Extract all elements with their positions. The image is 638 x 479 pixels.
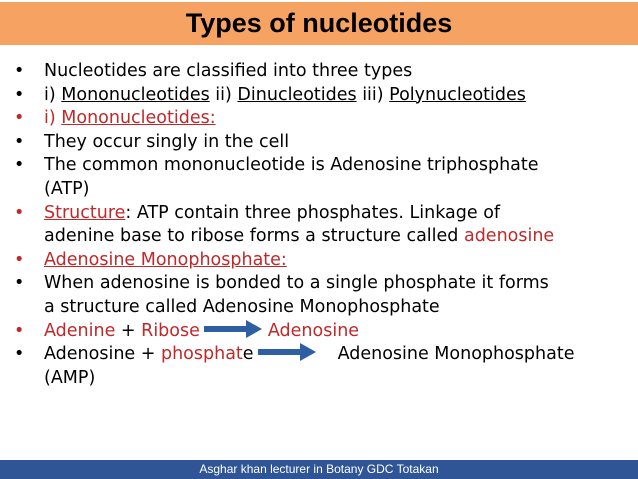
adenosine-term: adenosine [463, 226, 555, 247]
bullet-text: When adenosine is bonded to a single phosphate it forms [44, 273, 549, 294]
list-item [10, 60, 630, 84]
bullet-icon: • [14, 61, 25, 81]
bullet-icon: • [14, 249, 25, 270]
bullet-text: ii) [209, 84, 238, 105]
bullet-text: Adenosine + [44, 344, 161, 365]
adenine-term: Adenine [44, 320, 116, 341]
list-item [10, 320, 630, 344]
bullet-text: (ATP) [44, 178, 90, 199]
amp-heading: Adenosine Monophosphate: [44, 249, 287, 270]
bullet-text: : ATP contain three phosphates. Linkage of [125, 202, 501, 223]
bullet-text: i) [44, 108, 62, 129]
adenosine-result: Adenosine [267, 320, 360, 341]
list-item [10, 154, 630, 201]
bullet-icon: • [14, 84, 25, 105]
bullet-text: The common mononucleotide is Adenosine triphosphate [44, 155, 539, 176]
slide-title: Types of nucleotides [185, 8, 453, 38]
list-item [10, 272, 630, 319]
bullet-text: Nucleotides are classified into three types [44, 61, 413, 81]
polynucleotides-term: Polynucleotides [389, 84, 526, 105]
plus-sign: + [115, 320, 142, 341]
arrow-right-icon [204, 320, 262, 338]
bullet-text: They occur singly in the cell [44, 131, 290, 152]
bullet-icon: • [14, 155, 25, 176]
amp-result: Adenosine Monophosphate [337, 344, 575, 365]
footer-credit: Asghar khan lecturer in Botany GDC Totakan [199, 462, 439, 476]
bullet-list [10, 60, 630, 390]
bullet-icon: • [14, 273, 25, 294]
structure-term: Structure [44, 202, 126, 223]
phosphate-term: phosphat [160, 344, 243, 365]
mononucleotides-term: Mononucleotides [61, 84, 210, 105]
dinucleotides-term: Dinucleotides [237, 84, 357, 105]
bullet-icon: • [14, 131, 25, 152]
ribose-term: Ribose [141, 320, 200, 341]
list-item [10, 84, 630, 108]
list-item [10, 131, 630, 155]
bullet-icon: • [14, 108, 25, 129]
bullet-text: e [242, 344, 254, 365]
list-item [10, 249, 630, 273]
arrow-right-icon [258, 343, 316, 361]
mononucleotides-heading: Mononucleotides: [61, 108, 216, 129]
list-item [10, 202, 630, 249]
bullet-icon: • [14, 320, 25, 341]
list-item [10, 107, 630, 131]
bullet-text: i) [44, 84, 62, 105]
bullet-text: adenine base to ribose forms a structure called [44, 226, 464, 247]
bullet-text: iii) [356, 84, 390, 105]
bullet-text: a structure called Adenosine Monophosphate [44, 296, 440, 317]
bullet-text: (AMP) [44, 367, 96, 388]
bullet-icon: • [14, 344, 25, 365]
list-item [10, 343, 630, 390]
bullet-icon: • [14, 202, 25, 223]
